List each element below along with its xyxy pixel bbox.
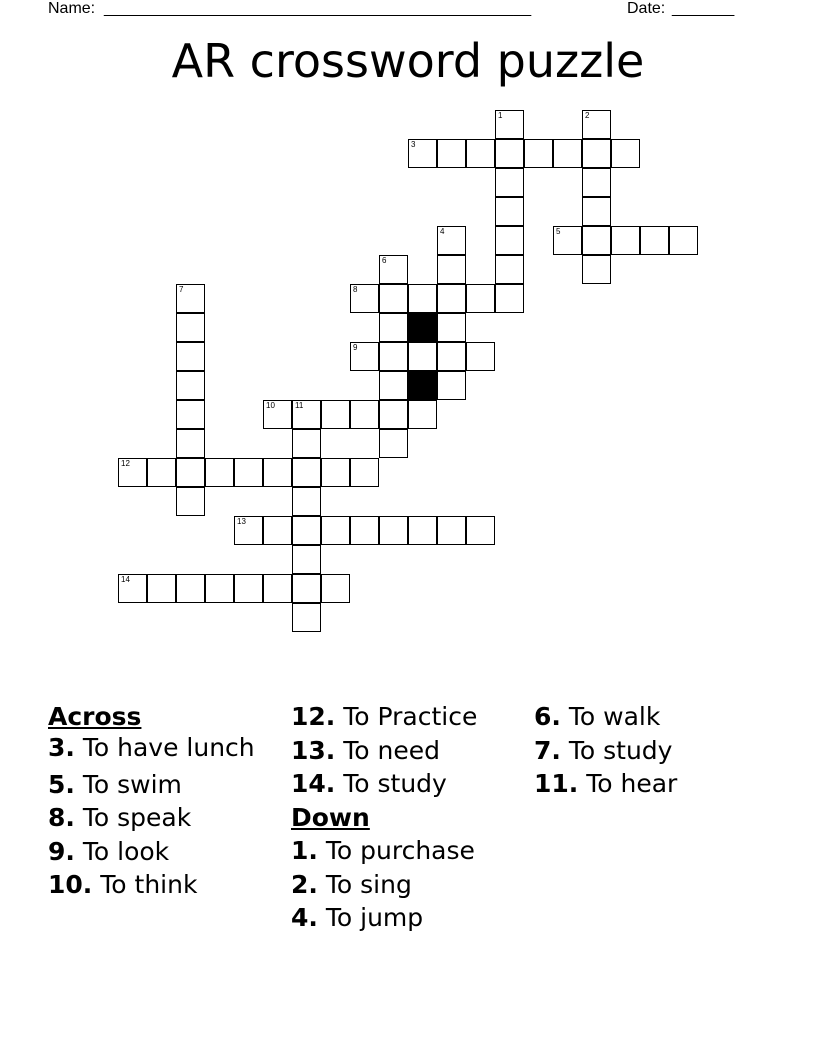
clue-across-8: 8. To speak xyxy=(48,803,192,832)
grid-cell[interactable] xyxy=(466,139,495,168)
grid-cell[interactable] xyxy=(408,139,437,168)
grid-cell[interactable] xyxy=(292,545,321,574)
grid-cell[interactable] xyxy=(176,400,205,429)
name-field-line: ________________________________________________ xyxy=(104,0,532,17)
grid-number: 12 xyxy=(121,459,130,468)
grid-cell[interactable] xyxy=(582,139,611,168)
grid-number: 4 xyxy=(440,227,445,236)
grid-cell[interactable] xyxy=(466,516,495,545)
grid-number: 11 xyxy=(295,401,304,410)
grid-cell[interactable] xyxy=(205,458,234,487)
grid-number: 10 xyxy=(266,401,275,410)
grid-cell[interactable] xyxy=(408,400,437,429)
page-title: AR crossword puzzle xyxy=(171,34,645,88)
grid-cell[interactable] xyxy=(321,400,350,429)
grid-cell[interactable] xyxy=(437,313,466,342)
grid-cell[interactable] xyxy=(524,139,553,168)
grid-cell[interactable] xyxy=(669,226,698,255)
clues-section xyxy=(48,700,788,960)
clue-across-5: 5. To swim xyxy=(48,769,182,799)
grid-cell[interactable] xyxy=(176,342,205,371)
grid-cell[interactable] xyxy=(379,371,408,400)
grid-cell[interactable] xyxy=(379,255,408,284)
grid-cell[interactable] xyxy=(350,400,379,429)
grid-cell[interactable] xyxy=(408,284,437,313)
clue-down-1: 1. To purchase xyxy=(291,836,475,865)
grid-cell[interactable] xyxy=(437,342,466,371)
name-label: Name: xyxy=(48,0,96,17)
down-heading: Down xyxy=(291,802,370,832)
grid-block xyxy=(408,371,437,400)
clue-down-6: 6. To walk xyxy=(534,702,661,731)
grid-number: 3 xyxy=(411,140,416,149)
grid-cell[interactable] xyxy=(263,400,292,429)
grid-cell[interactable] xyxy=(437,255,466,284)
grid-cell[interactable] xyxy=(176,574,205,603)
grid-cell[interactable] xyxy=(408,516,437,545)
grid-number: 14 xyxy=(121,575,130,584)
grid-cell[interactable] xyxy=(292,603,321,632)
grid-cell[interactable] xyxy=(495,168,524,197)
grid-cell[interactable] xyxy=(118,574,147,603)
grid-cell[interactable] xyxy=(437,139,466,168)
clue-down-4: 4. To jump xyxy=(291,903,424,932)
grid-cell[interactable] xyxy=(176,429,205,458)
grid-cell[interactable] xyxy=(495,110,524,139)
grid-cell[interactable] xyxy=(582,226,611,255)
grid-cell[interactable] xyxy=(292,516,321,545)
grid-cell[interactable] xyxy=(350,516,379,545)
grid-number: 13 xyxy=(237,517,246,526)
grid-cell[interactable] xyxy=(321,516,350,545)
clue-across-13: 13. To need xyxy=(291,735,440,765)
grid-cell[interactable] xyxy=(437,371,466,400)
grid-cell[interactable] xyxy=(176,371,205,400)
clue-across-10: 10. To think xyxy=(48,870,198,899)
grid-cell[interactable] xyxy=(147,458,176,487)
grid-cell[interactable] xyxy=(118,458,147,487)
date-label: Date: xyxy=(627,0,666,17)
grid-cell[interactable] xyxy=(582,255,611,284)
grid-cell[interactable] xyxy=(379,516,408,545)
grid-cell[interactable] xyxy=(379,429,408,458)
clue-across-12: 12. To Practice xyxy=(291,702,478,731)
grid-number: 2 xyxy=(585,111,590,120)
grid-cell[interactable] xyxy=(321,574,350,603)
grid-cell[interactable] xyxy=(611,226,640,255)
grid-cell[interactable] xyxy=(176,313,205,342)
clue-across-14: 14. To study xyxy=(291,769,447,798)
grid-cell[interactable] xyxy=(205,574,234,603)
grid-cell[interactable] xyxy=(437,226,466,255)
grid-cell[interactable] xyxy=(263,458,292,487)
grid-cell[interactable] xyxy=(553,139,582,168)
grid-cell[interactable] xyxy=(495,255,524,284)
grid-cell[interactable] xyxy=(350,458,379,487)
grid-cell[interactable] xyxy=(176,458,205,487)
grid-cell[interactable] xyxy=(176,487,205,516)
grid-number: 9 xyxy=(353,343,358,352)
grid-cell[interactable] xyxy=(292,400,321,429)
grid-cell[interactable] xyxy=(582,168,611,197)
grid-number: 1 xyxy=(498,111,503,120)
grid-cell[interactable] xyxy=(350,342,379,371)
grid-block xyxy=(408,313,437,342)
date-field-line: _______ xyxy=(672,0,735,17)
grid-cell[interactable] xyxy=(147,574,176,603)
grid-cell[interactable] xyxy=(495,139,524,168)
grid-cell[interactable] xyxy=(611,139,640,168)
grid-cell[interactable] xyxy=(640,226,669,255)
grid-cell[interactable] xyxy=(582,197,611,226)
clue-column-2 xyxy=(291,700,526,935)
grid-cell[interactable] xyxy=(292,487,321,516)
clue-down-7: 7. To study xyxy=(534,735,673,765)
grid-cell[interactable] xyxy=(379,342,408,371)
grid-cell[interactable] xyxy=(234,516,263,545)
clue-across-3: 3. To have lunch xyxy=(48,732,255,762)
grid-cell[interactable] xyxy=(350,284,379,313)
grid-cell[interactable] xyxy=(437,284,466,313)
grid-cell[interactable] xyxy=(495,197,524,226)
grid-cell[interactable] xyxy=(234,574,263,603)
grid-cell[interactable] xyxy=(495,226,524,255)
grid-cell[interactable] xyxy=(408,342,437,371)
grid-cell[interactable] xyxy=(234,458,263,487)
clue-column-1 xyxy=(48,700,283,902)
grid-cell[interactable] xyxy=(437,516,466,545)
grid-cell[interactable] xyxy=(466,342,495,371)
grid-cell[interactable] xyxy=(553,226,582,255)
across-heading: Across xyxy=(48,702,142,731)
grid-number: 5 xyxy=(556,227,561,236)
grid-cell[interactable] xyxy=(379,400,408,429)
grid-cell[interactable] xyxy=(321,458,350,487)
grid-cell[interactable] xyxy=(292,458,321,487)
grid-cell[interactable] xyxy=(466,284,495,313)
clue-down-11: 11. To hear xyxy=(534,769,678,798)
grid-cell[interactable] xyxy=(263,516,292,545)
grid-cell[interactable] xyxy=(582,110,611,139)
grid-cell[interactable] xyxy=(292,429,321,458)
clue-column-3 xyxy=(534,700,769,801)
grid-cell[interactable] xyxy=(263,574,292,603)
clue-down-2: 2. To sing xyxy=(291,869,412,899)
grid-number: 7 xyxy=(179,285,184,294)
grid-cell[interactable] xyxy=(176,284,205,313)
clue-across-9: 9. To look xyxy=(48,836,170,866)
grid-cell[interactable] xyxy=(379,313,408,342)
grid-cell[interactable] xyxy=(379,284,408,313)
grid-number: 6 xyxy=(382,256,387,265)
grid-cell[interactable] xyxy=(292,574,321,603)
grid-number: 8 xyxy=(353,285,358,294)
grid-cell[interactable] xyxy=(495,284,524,313)
